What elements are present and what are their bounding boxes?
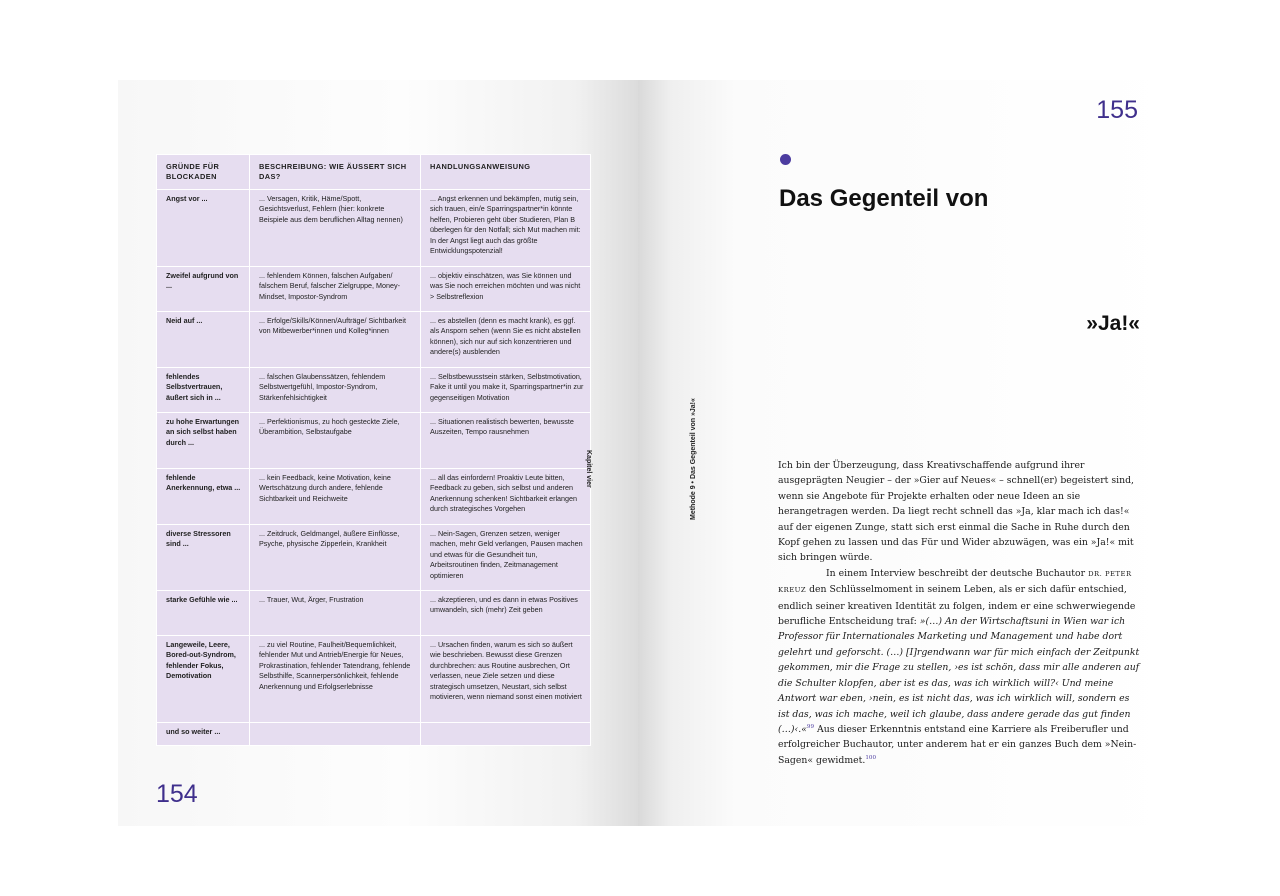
body-text [778, 458, 1140, 768]
description-cell: ... fehlendem Können, falschen Aufgaben/ falschem Beruf, falscher Zielgruppe, Money-Mindset, Impostor-Syndrom [250, 267, 421, 312]
footnote-ref-99: 99 [806, 723, 815, 730]
accent-dot [780, 154, 791, 165]
header-reason: GRÜNDE FÜR BLOCKADEN [157, 155, 250, 190]
table-header-row [157, 155, 591, 190]
reason-cell: Neid auf ... [157, 312, 250, 368]
paragraph-2 [778, 566, 1140, 768]
left-page [118, 80, 638, 826]
reason-cell: starke Gefühle wie ... [157, 591, 250, 636]
description-cell: ... Perfektionismus, zu hoch gesteckte Ziele, Überambition, Selbstaufgabe [250, 413, 421, 469]
footnote-ref-100: 100 [865, 754, 877, 761]
reason-cell: Zweifel aufgrund von ... [157, 267, 250, 312]
action-cell: ... akzeptieren, und es dann in etwas Positives umwandeln, sich (mehr) Zeit geben [421, 591, 591, 636]
description-cell: ... Trauer, Wut, Ärger, Frustration [250, 591, 421, 636]
action-cell [421, 723, 591, 746]
table-row [157, 469, 591, 525]
description-cell: ... Erfolge/Skills/Können/Aufträge/ Sichtbarkeit von Mitbewerber*innen und Kolleg*innen [250, 312, 421, 368]
table-row [157, 368, 591, 413]
action-cell: ... Situationen realistisch bewerten, bewusste Auszeiten, Tempo rausnehmen [421, 413, 591, 469]
p2-middle: den Schlüsselmoment in seinem Leben, als er sich dafür entschied, endlich seiner kreativen Identität zu folgen, indem er eine schwerwiegende berufliche Entscheidung traf: [778, 584, 1136, 628]
action-cell: ... objektiv einschätzen, was Sie können und was Sie noch erreichen möchten und was nicht > Selbstreflexion [421, 267, 591, 312]
page-number-right: 155 [1096, 96, 1138, 124]
right-page [638, 80, 1178, 826]
table-row [157, 723, 591, 746]
description-cell [250, 723, 421, 746]
action-cell: ... es abstellen (denn es macht krank), es ggf. als Ansporn sehen (wenn Sie es nicht abstellen können), sich nur auf sich konzentrieren und andere(s) ausblenden [421, 312, 591, 368]
blockade-table [156, 154, 591, 746]
p2-end: Aus dieser Erkenntnis entstand eine Karriere als Freiberufler und erfolgreicher Buchautor, unter anderem hat er ein ganzes Buch dem »Nein-Sagen« gewidmet. [778, 723, 1137, 766]
action-cell: ... Selbstbewusstsein stärken, Selbstmotivation, Fake it until you make it, Sparringspartner*in zur gegenseitigen Motivation [421, 368, 591, 413]
action-cell: ... Angst erkennen und bekämpfen, mutig sein, sich trauen, ein/e Sparringspartner*in könnte helfen, Probieren geht über Studieren, Plan B überlegen für den Notfall; sich Mut machen mit: In der Angst liegt auch das größte Entwicklungspotenzial! [421, 190, 591, 267]
reason-cell: zu hohe Erwartungen an sich selbst haben durch ... [157, 413, 250, 469]
table-row [157, 591, 591, 636]
author-name: DR. PETER KREUZ [778, 569, 1132, 595]
table-row [157, 267, 591, 312]
action-cell: ... all das einfordern! Proaktiv Leute bitten, Feedback zu geben, sich selbst und anderen Anerkennung schenken! Sichtbarkeit erlangen durch strategisches Vorgehen [421, 469, 591, 525]
header-action: HANDLUNGSANWEISUNG [421, 155, 591, 190]
table-row [157, 636, 591, 723]
chapter-heading: Das Gegenteil von [779, 185, 989, 212]
description-cell: ... kein Feedback, keine Motivation, keine Wertschätzung durch andere, fehlende Sichtbarkeit und Reichweite [250, 469, 421, 525]
description-cell: ... Versagen, Kritik, Häme/Spott, Gesichtsverlust, Fehlern (hier: konkrete Beispiele aus dem beruflichen Alltag nennen) [250, 190, 421, 267]
reason-cell: und so weiter ... [157, 723, 250, 746]
table-row [157, 413, 591, 469]
table-row [157, 190, 591, 267]
table-row [157, 312, 591, 368]
chapter-side-label: Kapitel vier [585, 450, 592, 488]
action-cell: ... Nein-Sagen, Grenzen setzen, weniger machen, mehr Geld verlangen, Pausen machen und etwas für die Gesundheit tun, Arbeitsroutinen finden, Zeitmanagement optimieren [421, 525, 591, 591]
reason-cell: fehlendes Selbstvertrauen, äußert sich in ... [157, 368, 250, 413]
description-cell: ... zu viel Routine, Faulheit/Bequemlichkeit, fehlender Mut und Antrieb/Energie für Neues, Prokrastination, fehlender Tatendrang, fehlende Selbsthilfe, Scannerpersönlichkeit, fehlende Anerkennung und Erfolgserlebnisse [250, 636, 421, 723]
description-cell: ... falschen Glaubenssätzen, fehlendem Selbstwertgefühl, Impostor-Syndrom, Stärkenfehlsichtigkeit [250, 368, 421, 413]
action-cell: ... Ursachen finden, warum es sich so äußert wie beschrieben. Bewusst diese Grenzen durchbrechen: aus Routine ausbrechen, Ort verlassen, neue Ziele setzen und diese strategisch umsetzen, Neustart, sich selbst motivieren, wenn niemand sonst einen motiviert [421, 636, 591, 723]
table-row [157, 525, 591, 591]
p2-intro: In einem Interview beschreibt der deutsche Buchautor [826, 567, 1086, 579]
interview-quote: »(…) An der Wirtschaftsuni in Wien war ich Professor für Internationales Marketing und Management und habe dort gelehrt und geforscht. (…) [I]rgendwann war für mich einfach der Zeitpunkt gekommen, mir die Frage zu stellen, ›es ist schön, dass mir alle anderen auf die Schulter klopfen, aber ist es das, was ich wirklich will?‹ Und meine Antwort war eben, ›nein, es ist nicht das, was ich wirklich will, sondern es ist das, was ich mache, weil ich glaube, dass andere gerade das gut finden (…)‹.« [778, 616, 1140, 735]
paragraph-1: Ich bin der Überzeugung, dass Kreativschaffende aufgrund ihrer ausgeprägten Neugier – der »Gier auf Neues« – schnell(er) begeistert sind, wenn sie Angebote für Projekte erhalten oder neue Ideen an sie herangetragen werden. Da liegt recht schnell das »Ja, klar mach ich das!« auf der eigenen Zunge, statt sich erst einmal die Sache in Ruhe durch den Kopf gehen zu lassen und das Für und Wider abzuwägen, was ein »Ja!« mit sich bringen würde. [778, 460, 1135, 564]
method-side-label: Methode 9 • Das Gegenteil von »Ja!« [690, 398, 697, 520]
reason-cell: diverse Stressoren sind ... [157, 525, 250, 591]
page-number-left: 154 [156, 780, 198, 808]
header-description: BESCHREIBUNG: WIE ÄUSSERT SICH DAS? [250, 155, 421, 190]
reason-cell: Langeweile, Leere, Bored-out-Syndrom, fehlender Fokus, Demotivation [157, 636, 250, 723]
chapter-heading-quote: »Ja!« [1086, 312, 1140, 335]
description-cell: ... Zeitdruck, Geldmangel, äußere Einflüsse, Psyche, physische Zipperlein, Krankheit [250, 525, 421, 591]
reason-cell: Angst vor ... [157, 190, 250, 267]
reason-cell: fehlende Anerkennung, etwa ... [157, 469, 250, 525]
